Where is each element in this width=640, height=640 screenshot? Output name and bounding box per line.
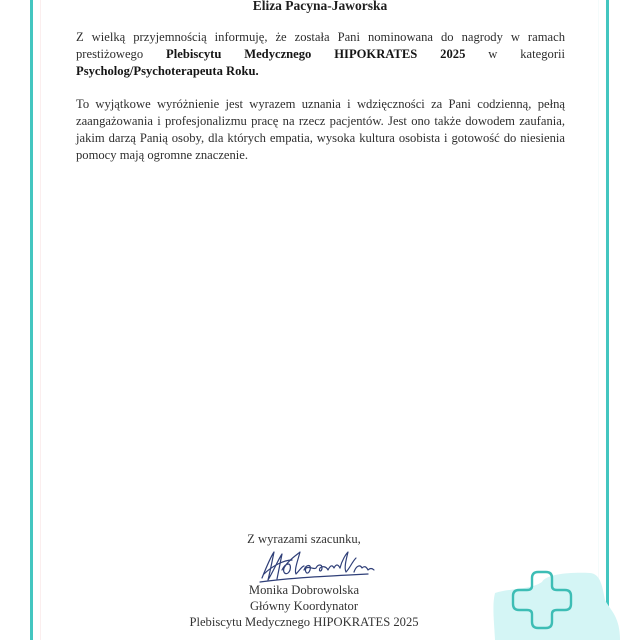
medical-cross-icon <box>480 560 640 640</box>
award-category: Psycholog/Psychoterapeuta Roku. <box>76 64 259 78</box>
signature-icon <box>258 548 376 584</box>
right-border-line <box>606 0 609 614</box>
right-border-faint-line <box>598 0 599 610</box>
left-border-line <box>30 0 33 640</box>
recipient-name: Eliza Pacyna-Jaworska <box>252 0 388 13</box>
closing-salutation: Z wyrazami szacunku, <box>247 532 361 546</box>
recognition-paragraph: To wyjątkowe wyróżnienie jest wyrazem uznania i wdzięczności za Pani codzienną, pełną zaangażowania i profesjonalizmu pracę na rzecz pacjentów. Jest ono także dowodem zaufania, jakim darzą Panią osoby, dla których empatia, wysoka kultura osobista i gotowość do niesienia pomocy mają ogromne znaczenie. <box>76 97 565 162</box>
left-border-faint-line <box>40 0 41 640</box>
nomination-intro: Z wielką przyjemnością informuję, że została Pani nominowana do nagrody w ramach prestiżowego <box>76 30 565 61</box>
nomination-paragraph <box>76 29 565 80</box>
plebiscite-name: Plebiscytu Medycznego HIPOKRATES 2025 <box>166 47 466 61</box>
category-intro: w kategorii <box>465 47 566 61</box>
signer-name: Monika Dobrowolska <box>248 583 360 597</box>
signer-role: Główny Koordynator <box>249 599 359 613</box>
signer-organization: Plebiscytu Medycznego HIPOKRATES 2025 <box>189 615 419 629</box>
